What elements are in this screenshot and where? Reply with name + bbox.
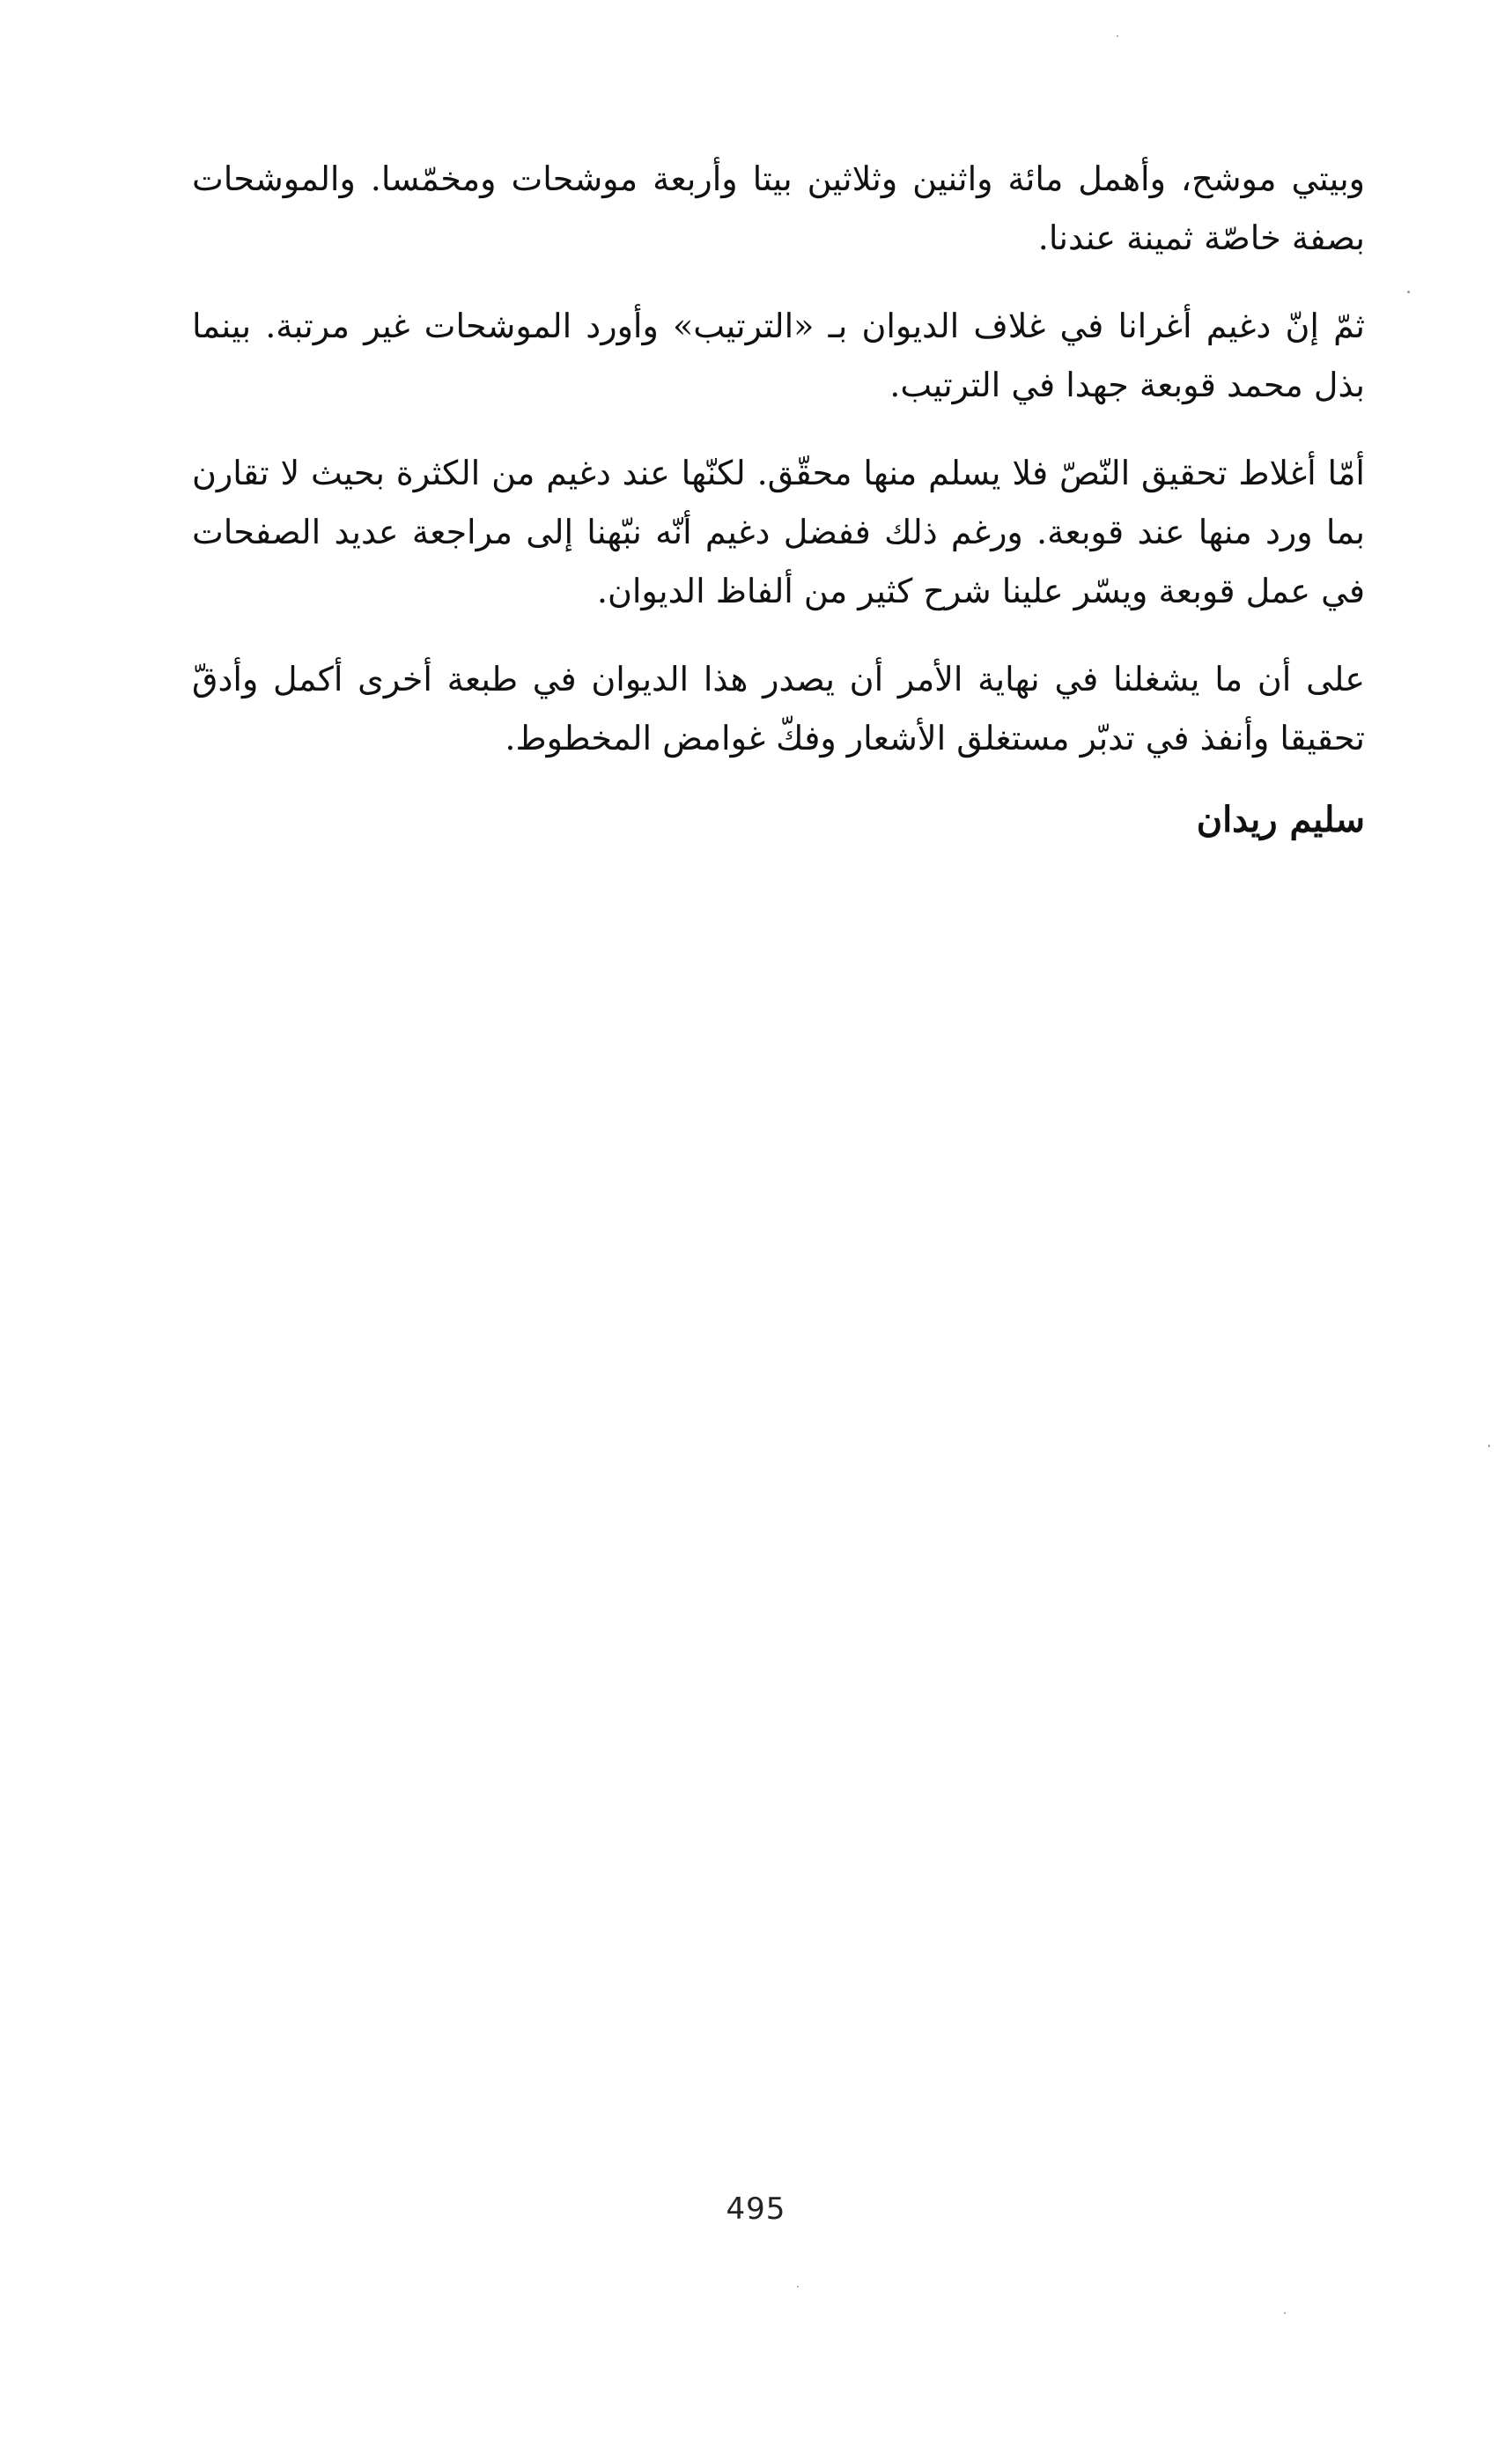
scan-speck bbox=[1284, 2312, 1286, 2314]
scan-speck bbox=[1488, 1445, 1490, 1447]
paragraph-4: على أن ما يشغلنا في نهاية الأمر أن يصدر هذا الديوان في طبعة أخرى أكمل وأدقّ تحقيقا وأنفذ في تدبّر مستغلق الأشعار وفكّ غوامض المخطوط. bbox=[192, 660, 1365, 758]
paragraph-3: أمّا أغلاط تحقيق النّصّ فلا يسلم منها محقّق. لكنّها عند دغيم من الكثرة بحيث لا تقارن بما ورد منها عند قوبعة. ورغم ذلك ففضل دغيم أنّه نبّهنا إلى مراجعة عديد الصفحات في عمل قوبعة ويسّر علينا شرح كثير من ألفاظ الديوان. bbox=[192, 454, 1365, 610]
scan-speck bbox=[797, 2286, 799, 2287]
page-number: 495 bbox=[726, 2191, 786, 2227]
body-text bbox=[192, 150, 1365, 849]
paragraph-1: وبيتي موشح، وأهمل مائة واثنين وثلاثين بيتا وأربعة موشحات ومخمّسا. والموشحات بصفة خاصّة ثمينة عندنا. bbox=[192, 159, 1365, 257]
paragraph-2: ثمّ إنّ دغيم أغرانا في غلاف الديوان بـ «الترتيب» وأورد الموشحات غير مرتبة. بينما بذل محمد قوبعة جهدا في الترتيب. bbox=[192, 307, 1365, 404]
scan-speck bbox=[1407, 291, 1410, 293]
author-signature: سليم ريدان bbox=[1196, 799, 1365, 840]
scan-speck bbox=[1117, 35, 1118, 37]
